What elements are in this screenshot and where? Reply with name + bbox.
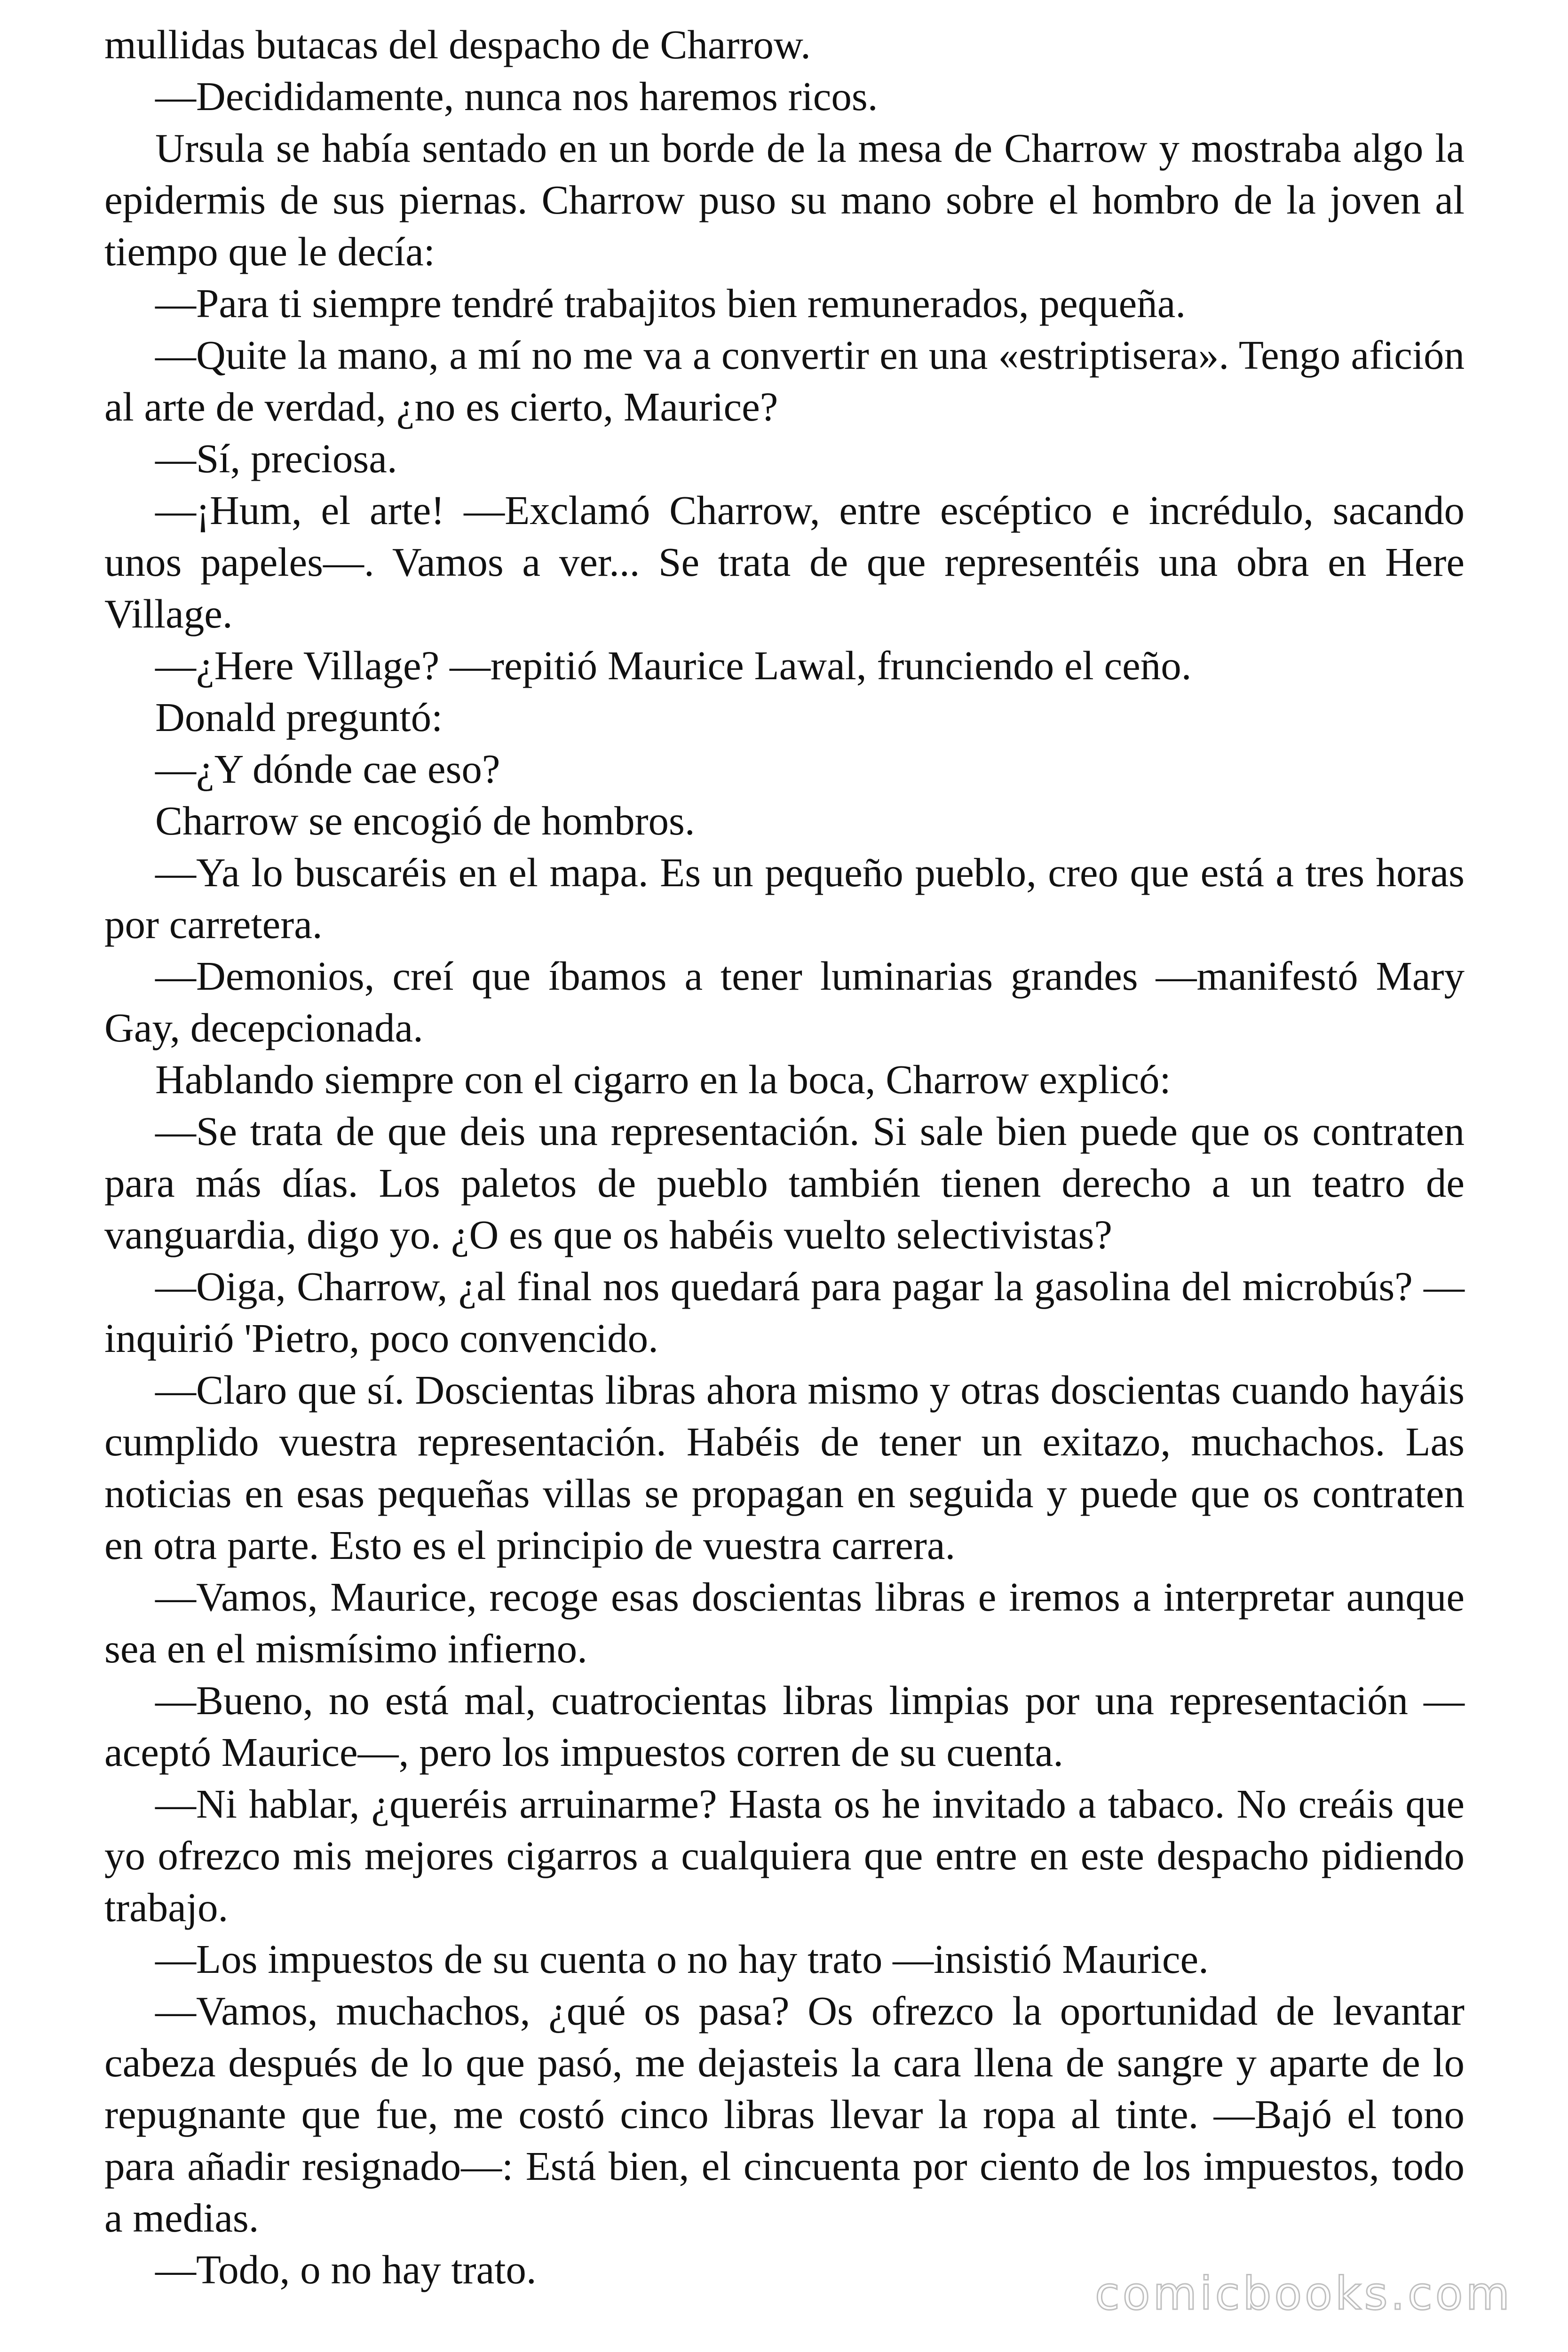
paragraph: —¿Here Village? —repitió Maurice Lawal, frunciendo el ceño. [155, 643, 1192, 688]
paragraph: —Ni hablar, ¿queréis arruinarme? Hasta os he invitado a tabaco. No creáis que yo ofrezco mis mejores cigarros a cualquiera que entre en este despacho pidiendo trabajo. [104, 1781, 1465, 1930]
paragraph: Charrow se encogió de hombros. [155, 798, 695, 843]
paragraph: —Vamos, muchachos, ¿qué os pasa? Os ofrezco la oportunidad de levantar cabeza después de lo que pasó, me dejasteis la cara llena de sangre y aparte de lo repugnante que fue, me costó cinco libras llevar la ropa al tinte. —Bajó el tono para añadir resignado—: Está bien, el cincuenta por ciento de los impuestos, todo a medias. [104, 1988, 1465, 2241]
book-page [104, 19, 1465, 2296]
watermark: comicbooks.com [1094, 2267, 1513, 2320]
paragraph: —Los impuestos de su cuenta o no hay trato —insistió Maurice. [155, 1936, 1209, 1982]
paragraph: —Todo, o no hay trato. [155, 2247, 537, 2292]
paragraph: —Ya lo buscaréis en el mapa. Es un pequeño pueblo, creo que está a tres horas por carretera. [104, 850, 1465, 947]
paragraph: —Oiga, Charrow, ¿al final nos quedará para pagar la gasolina del microbús? —inquirió 'Pietro, poco convencido. [104, 1263, 1465, 1361]
paragraph-continued: mullidas butacas del despacho de Charrow. [104, 22, 811, 67]
paragraph: —Bueno, no está mal, cuatrocientas libras limpias por una representación —aceptó Maurice—, pero los impuestos corren de su cuenta. [104, 1677, 1465, 1775]
paragraph: Ursula se había sentado en un borde de la mesa de Charrow y mostraba algo la epidermis de sus piernas. Charrow puso su mano sobre el hombro de la joven al tiempo que le decía: [104, 125, 1465, 274]
paragraph: Donald preguntó: [155, 694, 443, 740]
paragraph: —Para ti siempre tendré trabajitos bien remunerados, pequeña. [155, 280, 1186, 326]
paragraph: —Sí, preciosa. [155, 436, 397, 481]
paragraph: —Demonios, creí que íbamos a tener luminarias grandes —manifestó Mary Gay, decepcionada. [104, 953, 1465, 1050]
paragraph: —¿Y dónde cae eso? [155, 746, 500, 792]
paragraph: —Decididamente, nunca nos haremos ricos. [155, 73, 878, 119]
paragraph: —¡Hum, el arte! —Exclamó Charrow, entre escéptico e incrédulo, sacando unos papeles—. Vamos a ver... Se trata de que representéis una obra en Here Village. [104, 487, 1465, 636]
paragraph: —Vamos, Maurice, recoge esas doscientas libras e iremos a interpretar aunque sea en el mismísimo infierno. [104, 1574, 1465, 1671]
paragraph: —Se trata de que deis una representación. Si sale bien puede que os contraten para más días. Los paletos de pueblo también tienen derecho a un teatro de vanguardia, digo yo. ¿O es que os habéis vuelto selectivistas? [104, 1108, 1465, 1257]
paragraph: —Claro que sí. Doscientas libras ahora mismo y otras doscientas cuando hayáis cumplido vuestra representación. Habéis de tener un exitazo, muchachos. Las noticias en esas pequeñas villas se propagan en seguida y puede que os contraten en otra parte. Esto es el principio de vuestra carrera. [104, 1367, 1465, 1568]
paragraph: Hablando siempre con el cigarro en la boca, Charrow explicó: [155, 1057, 1171, 1102]
paragraph: —Quite la mano, a mí no me va a convertir en una «estriptisera». Tengo afición al arte de verdad, ¿no es cierto, Maurice? [104, 332, 1465, 429]
